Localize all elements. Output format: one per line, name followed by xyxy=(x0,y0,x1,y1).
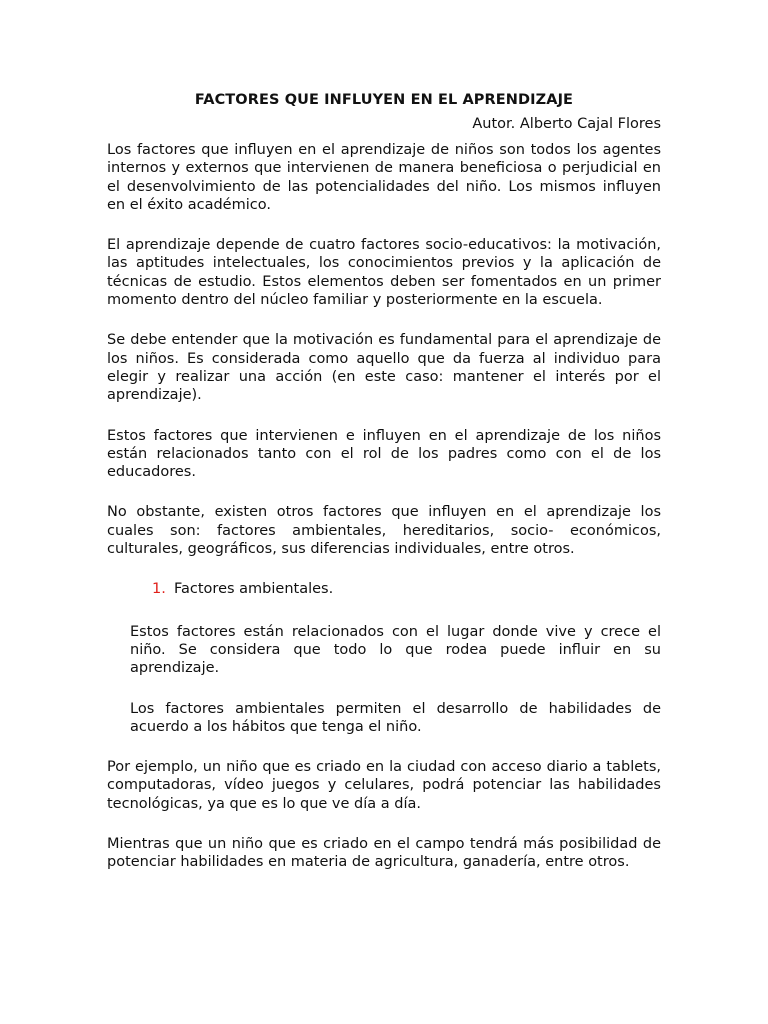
paragraph-intro-4: Estos factores que intervienen e influyen en el aprendizaje de los niños están relacionados tanto con el rol de los padres como con el de los educadores. xyxy=(107,427,661,481)
paragraph-indented-2: Los factores ambientales permiten el desarrollo de habilidades de acuerdo a los hábitos que tenga el niño. xyxy=(130,700,661,735)
document-title: FACTORES QUE INFLUYEN EN EL APRENDIZAJE xyxy=(194,92,574,108)
paragraph-intro-1: Los factores que influyen en el aprendizaje de niños son todos los agentes internos y externos que intervienen de manera beneficiosa o perjudicial en el desenvolvimiento de las potencialidades del niño. Los mismos influyen en el éxito académico. xyxy=(107,142,661,213)
paragraph-intro-2: El aprendizaje depende de cuatro factores socio-educativos: la motivación, las aptitudes intelectuales, los conocimientos previos y la aplicación de técnicas de estudio. Estos elementos deben ser fomentados en un primer momento dentro del núcleo familiar y posteriormente en la escuela. xyxy=(107,237,661,309)
paragraph-intro-3: Se debe entender que la motivación es fundamental para el aprendizaje de los niños. Es considerada como aquello que da fuerza al individuo para elegir y realizar una acción (en este caso: mantener el interés por el aprendizaje). xyxy=(107,332,661,404)
list-number: 1. xyxy=(152,581,166,598)
document-author: Autor. Alberto Cajal Flores xyxy=(472,116,661,132)
paragraph-intro-5: No obstante, existen otros factores que influyen en el aprendizaje los cuales son: factores ambientales, hereditarios, socio- económicos, culturales, geográficos, sus diferencias individuales, entre otros. xyxy=(107,504,661,558)
paragraph-closing-2: Mientras que un niño que es criado en el campo tendrá más posibilidad de potenciar habilidades en materia de agricultura, ganadería, entre otros. xyxy=(107,836,661,871)
list-label: Factores ambientales. xyxy=(174,581,334,598)
list-item-factores-ambientales xyxy=(107,580,661,598)
document-page xyxy=(107,92,661,894)
paragraph-closing-1: Por ejemplo, un niño que es criado en la ciudad con acceso diario a tablets, computadoras, vídeo juegos y celulares, podrá potenciar las habilidades tecnológicas, ya que es lo que ve día a día. xyxy=(107,759,661,812)
paragraph-indented-1: Estos factores están relacionados con el lugar donde vive y crece el niño. Se considera que todo lo que rodea puede influir en su aprendizaje. xyxy=(130,623,661,677)
